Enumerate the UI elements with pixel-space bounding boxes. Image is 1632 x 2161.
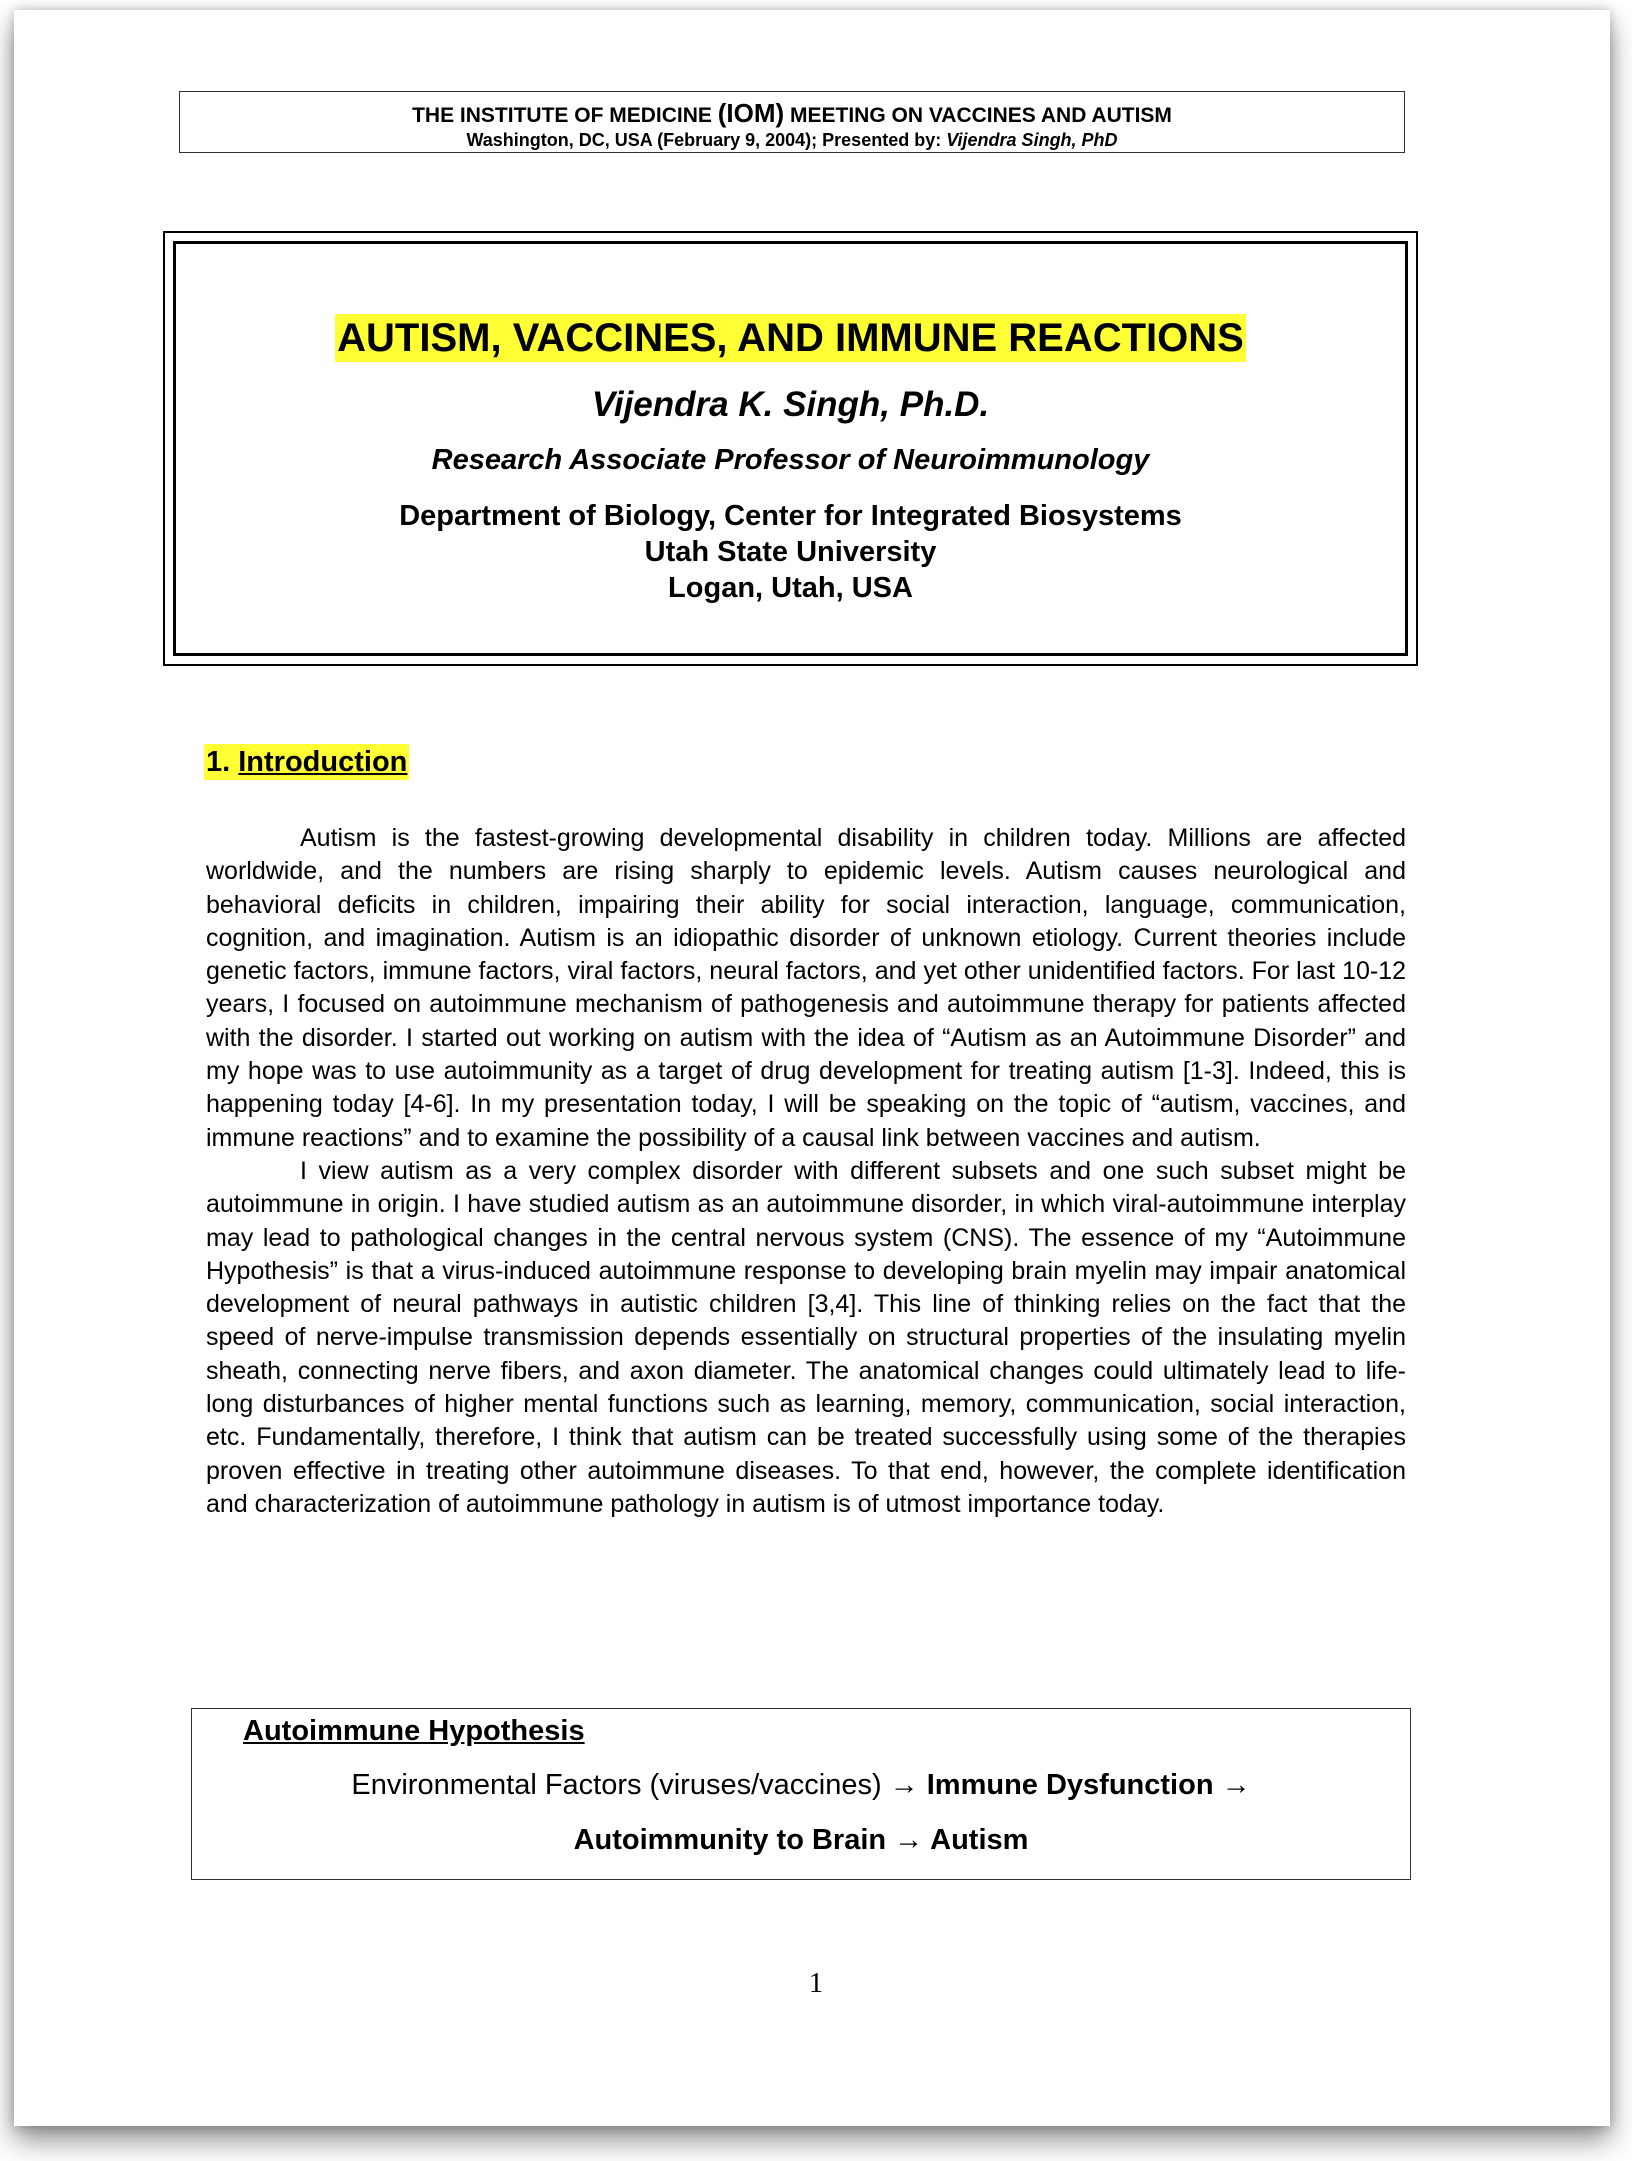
section-title: Introduction <box>238 746 408 778</box>
hypothesis-box <box>191 1708 1411 1880</box>
department: Department of Biology, Center for Integrated Biosystems <box>399 500 1182 532</box>
title-block-inner <box>173 241 1408 656</box>
meeting-title: THE INSTITUTE OF MEDICINE (IOM) MEETING ON VACCINES AND AUTISM <box>412 98 1172 128</box>
author-position: Research Associate Professor of Neuroimmunology <box>431 444 1150 476</box>
location: Logan, Utah, USA <box>668 572 913 604</box>
university: Utah State University <box>644 536 937 568</box>
section-number: 1. <box>206 746 231 778</box>
meeting-details: Washington, DC, USA (February 9, 2004); Presented by: Vijendra Singh, PhD <box>466 130 1118 150</box>
hypothesis-title: Autoimmune Hypothesis <box>243 1715 585 1747</box>
hypothesis-line-1: Environmental Factors (viruses/vaccines) → Immune Dysfunction → <box>351 1769 1251 1801</box>
hypothesis-line-2: Autoimmunity to Brain → Autism <box>573 1824 1029 1856</box>
meeting-header <box>179 91 1405 153</box>
iom-abbreviation: (IOM) <box>717 98 785 128</box>
paragraph: Autism is the fastest-growing developmental disability in children today. Millions are affected worldwide, and the numbers are rising sharply to epidemic levels. Autism causes neurological and behavioral deficits in children, impairing their ability for social interaction, language, communication, cognition, and imagination. Autism is an idiopathic disorder of unknown etiology. Current theories include genetic factors, immune factors, viral factors, neural factors, and yet other unidentified factors. For last 10-12 years, I focused on autoimmune mechanism of pathogenesis and autoimmune therapy for patients affected with the disorder. I started out working on autism with the idea of “Autism as an Autoimmune Disorder” and my hope was to use autoimmunity as a target of drug development for treating autism [1-3]. Indeed, this is happening today [4-6]. In my presentation today, I will be speaking on the topic of “autism, vaccines, and immune reactions” and to examine the possibility of a causal link between vaccines and autism. <box>206 824 1406 1152</box>
paragraph: I view autism as a very complex disorder with different subsets and one such subset might be autoimmune in origin. I have studied autism as an autoimmune disorder, in which viral-autoimmune interplay may lead to pathological changes in the central nervous system (CNS). The essence of my “Autoimmune Hypothesis” is that a virus-induced autoimmune response to developing brain myelin may impair anatomical development of neural pathways in autistic children [3,4]. This line of thinking relies on the fact that the speed of nerve-impulse transmission depends essentially on structural properties of the insulating myelin sheath, connecting nerve fibers, and axon diameter. The anatomical changes could ultimately lead to life-long disturbances of higher mental functions such as learning, memory, communication, social interaction, etc. Fundamentally, therefore, I think that autism can be treated successfully using some of the therapies proven effective in treating other autoimmune diseases. To that end, however, the complete identification and characterization of autoimmune pathology in autism is of utmost importance today. <box>206 1156 1406 1518</box>
section-heading <box>204 744 409 780</box>
page-number: 1 <box>808 1967 824 1999</box>
body-text <box>206 822 1406 1521</box>
affiliation <box>176 498 1405 606</box>
author-name: Vijendra K. Singh, Ph.D. <box>591 385 990 424</box>
title-block <box>163 231 1418 666</box>
presenter-name: Vijendra Singh, PhD <box>946 130 1118 150</box>
paper-title: AUTISM, VACCINES, AND IMMUNE REACTIONS <box>337 316 1244 360</box>
